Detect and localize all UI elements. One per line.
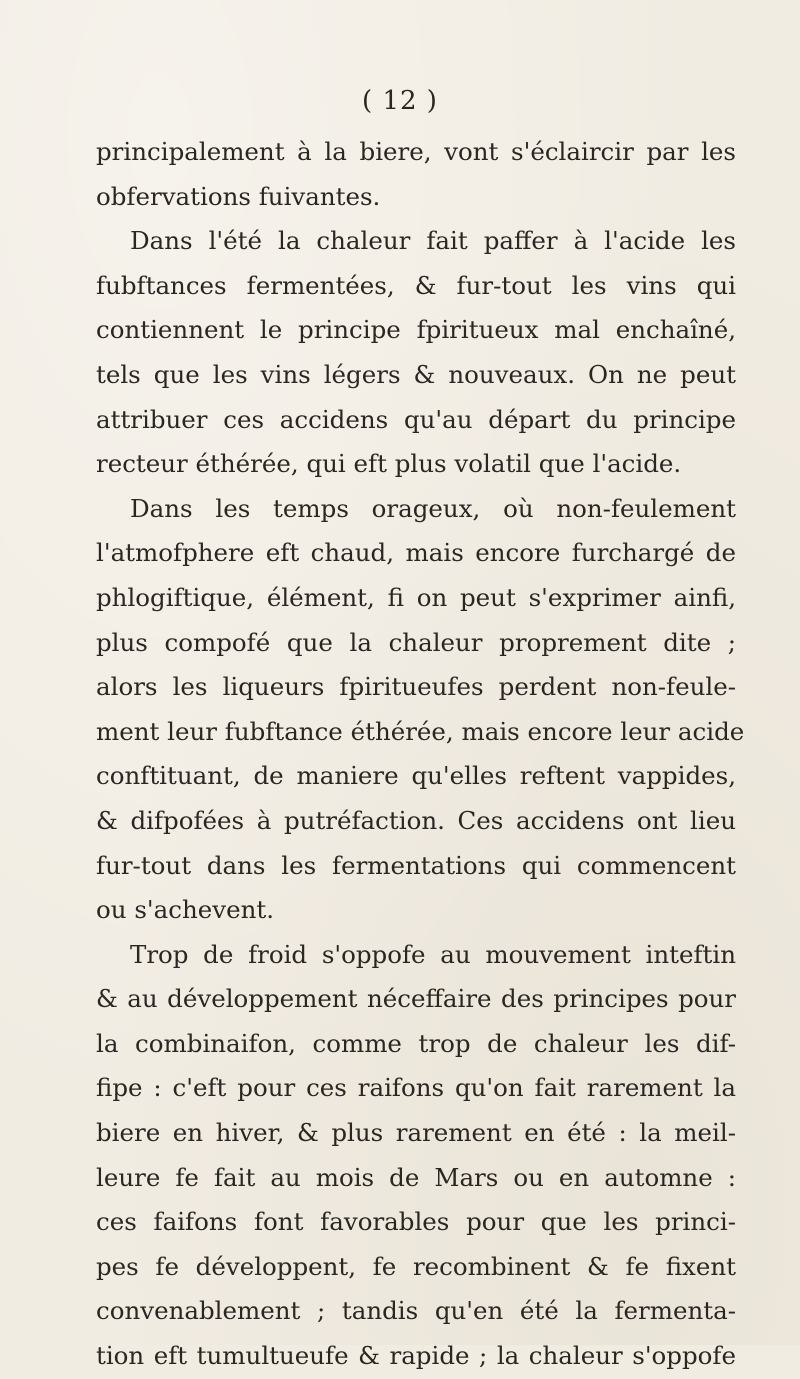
text-line: conftituant, de maniere qu'elles reftent vappides, — [96, 761, 736, 791]
text-line: la combinaifon, comme trop de chaleur les dif- — [96, 1028, 736, 1058]
text-line: pes fe développent, fe recombinent & fe fixent — [96, 1251, 736, 1281]
page-number: ( 12 ) — [362, 86, 438, 116]
text-line: fur-tout dans les fermentations qui commencent — [96, 850, 736, 880]
text-line: convenablement ; tandis qu'en été la fermenta- — [96, 1296, 736, 1326]
text-line: & difpofées à putréfaction. Ces accidens ont lieu — [96, 805, 736, 835]
text-line: obfervations fuivantes. — [96, 181, 381, 211]
text-line: Dans les temps orageux, où non-feulement — [130, 493, 736, 523]
text-line: tion eft tumultueufe & rapide ; la chaleur s'oppofe — [96, 1341, 736, 1371]
text-line: fubftances fermentées, & fur-tout les vins qui — [96, 270, 736, 300]
text-line: tels que les vins légers & nouveaux. On ne peut — [96, 359, 736, 389]
text-line: principalement à la biere, vont s'éclaircir par les — [96, 137, 736, 166]
text-line: leure fe fait au mois de Mars ou en automne : — [96, 1162, 736, 1192]
text-line: Trop de froid s'oppofe au mouvement inteftin — [130, 939, 736, 969]
text-line: ces faifons font favorables pour que les princi- — [96, 1207, 736, 1237]
text-line: phlogiftique, élément, fi on peut s'exprimer ainfi, — [96, 582, 736, 612]
text-line: attribuer ces accidens qu'au départ du principe — [96, 404, 736, 434]
text-line: biere en hiver, & plus rarement en été : la meil- — [96, 1118, 736, 1148]
text-line: recteur éthérée, qui eft plus volatil que l'acide. — [96, 449, 682, 479]
text-line: Dans l'été la chaleur fait paffer à l'acide les — [130, 226, 736, 256]
text-line: ou s'achevent. — [96, 895, 274, 925]
text-line: plus compofé que la chaleur proprement dite ; — [96, 627, 736, 657]
text-line: ment leur fubftance éthérée, mais encore leur acide — [96, 716, 745, 746]
text-line: contiennent le principe fpiritueux mal enchaîné, — [96, 315, 736, 345]
text-line: l'atmofphere eft chaud, mais encore furchargé de — [96, 538, 736, 568]
body-text — [96, 130, 745, 1379]
text-line: & au développement néceffaire des principes pour — [96, 984, 736, 1014]
text-line: fipe : c'eft pour ces raifons qu'on fait rarement la — [96, 1073, 736, 1103]
text-line: alors les liqueurs fpiritueufes perdent non-feule- — [96, 672, 736, 702]
